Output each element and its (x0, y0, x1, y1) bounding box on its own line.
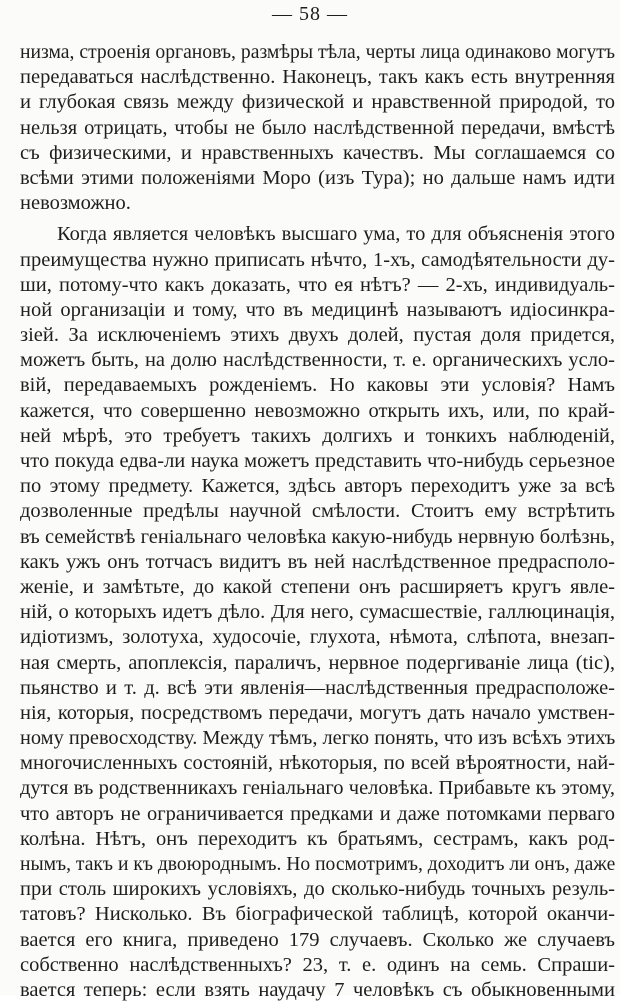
body-text (20, 40, 615, 1003)
text-line: передаваться наслѣдственно. Наконецъ, такъ какъ есть внутренняя (20, 66, 615, 89)
text-line: невозможно. (20, 192, 131, 215)
text-line: можетъ быть, на долю наслѣдственности, т. е. органическихъ усло- (20, 349, 615, 372)
text-line: всѣми этими положеніями Моро (изъ Тура); но дальше намъ идти (20, 166, 615, 189)
text-line: ная смерть, апоплексія, параличъ, нервное подергиваніе лица (tic), (20, 651, 615, 674)
text-line: многочисленныхъ состояній, нѣкоторыя, по всей вѣроятности, най- (20, 752, 615, 775)
paragraph (20, 222, 615, 1003)
text-line: нія, которыя, посредствомъ передачи, могутъ дать начало умствен- (20, 701, 615, 724)
text-line: вается теперь: если взять наудачу 7 человѣкъ съ обыкновенными (20, 978, 615, 1001)
text-line: татовъ? Нисколько. Въ біографической таблицѣ, которой оканчи- (20, 903, 615, 926)
text-line: вій, передаваемыхъ рожденіемъ. Но каковы эти условія? Намъ (20, 374, 615, 397)
page-number: — 58 — (272, 3, 348, 25)
text-line: при столь широкихъ условіяхъ, до сколько-нибудь точныхъ резуль- (20, 878, 615, 901)
text-line: кажется, что совершенно невозможно открыть ихъ, или, по край- (20, 399, 615, 422)
text-line: женіе, и замѣтьте, до какой степени онъ расширяетъ кругъ явле- (20, 575, 615, 598)
text-line: ней мѣрѣ, это требуетъ такихъ долгихъ и тонкихъ наблюденій, (20, 424, 615, 447)
text-line: съ физическими, и нравственныхъ качествъ. Мы соглашаемся со (20, 141, 615, 164)
text-line: зіей. За исключеніемъ этихъ двухъ долей, пустая доля придется, (20, 324, 615, 347)
text-line: пьянство и т. д. всѣ эти явленія—наслѣдственныя предрасположе- (20, 676, 615, 699)
text-line: колѣна. Нѣтъ, онъ переходитъ къ братьямъ, сестрамъ, какъ род- (20, 827, 615, 850)
text-line: дутся въ родственникахъ геніальнаго человѣка. Прибавьте къ этому, (20, 777, 615, 800)
text-line: нымъ, такъ и къ двоюроднымъ. Но посмотримъ, доходитъ ли онъ, даже (20, 854, 616, 875)
paragraph (20, 40, 615, 216)
text-line: собственно наслѣдственныхъ? 23, т. е. одинъ на семь. Спраши- (20, 953, 615, 976)
text-line: дозволенные предѣлы научной смѣлости. Стоитъ ему встрѣтить (20, 500, 615, 523)
text-line: ній, о которыхъ идетъ дѣло. Для него, сумасшествіе, галлюцинація, (20, 601, 615, 624)
text-line: Когда является человѣкъ высшаго ума, то для объясненія этого (57, 223, 615, 246)
text-line: что покуда едва-ли наука можетъ представить что-нибудь серьезное (20, 450, 615, 472)
text-line: вается его книга, приведено 179 случаевъ. Сколько же случаевъ (20, 928, 615, 951)
text-line: въ семействѣ геніальнаго человѣка какую-нибудь нервную болѣзнь, (20, 525, 615, 548)
text-line: по этому предмету. Кажется, здѣсь авторъ переходитъ уже за всѣ (20, 475, 615, 498)
text-line: ному превосходству. Между тѣмъ, легко понять, что изъ всѣхъ этихъ (20, 727, 616, 750)
text-line: низма, строенія органовъ, размѣры тѣла, черты лица одинаково могутъ (20, 41, 615, 63)
text-line: нельзя отрицать, чтобы не было наслѣдственной передачи, вмѣстѣ (20, 116, 615, 139)
text-line: что авторъ не ограничивается предками и даже потомками перваго (20, 802, 615, 825)
text-line: и глубокая связь между физической и нравственной природой, то (20, 91, 615, 114)
text-line: какъ ужъ онъ тотчасъ видитъ въ ней наслѣдственное предрасполо- (20, 550, 615, 573)
text-line: ной организаціи и тому, что въ медицинѣ называютъ идіосинкра- (20, 298, 615, 321)
text-line: ши, потому-что какъ доказать, что ея нѣтъ? — 2-хъ, индивидуаль- (20, 273, 615, 296)
text-line: преимущества нужно приписать нѣчто, 1-хъ, самодѣятельности ду- (20, 248, 615, 271)
text-line: идіотизмъ, золотуха, худосочіе, глухота, нѣмота, слѣпота, внезап- (20, 626, 615, 649)
